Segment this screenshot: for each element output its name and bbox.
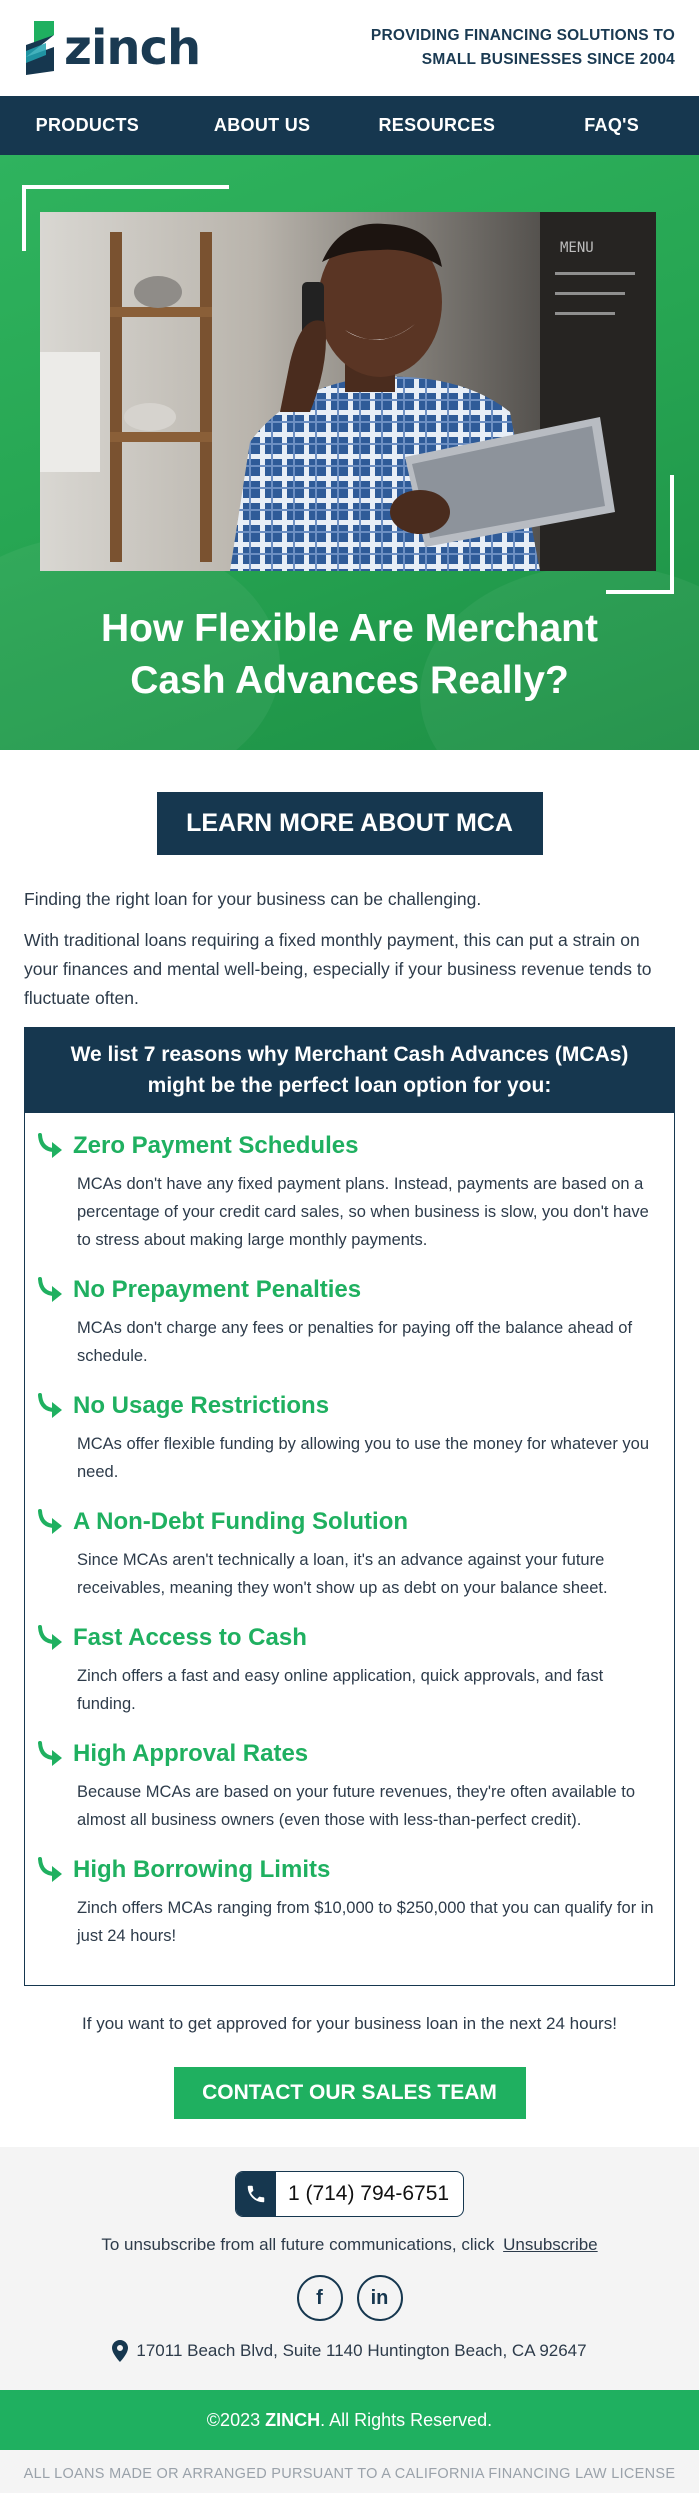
- address-text: 17011 Beach Blvd, Suite 1140 Huntington Beach, CA 92647: [136, 2341, 587, 2360]
- copyright-year: ©2023: [206, 2410, 266, 2430]
- header-tagline: [371, 24, 675, 72]
- zinch-logo[interactable]: [24, 21, 200, 75]
- reason-item: [37, 1855, 656, 1950]
- logo-wordmark: zinch: [64, 20, 201, 76]
- social-links: [0, 2275, 699, 2321]
- curved-arrow-icon: [37, 1625, 65, 1651]
- cta-sales-wrap: [0, 2067, 699, 2119]
- nav-faqs[interactable]: FAQ'S: [584, 115, 640, 135]
- email-header: [0, 0, 699, 96]
- nav-products[interactable]: PRODUCTS: [35, 115, 140, 135]
- curved-arrow-icon: [37, 1741, 65, 1767]
- reasons-heading-line-1: We list 7 reasons why Merchant Cash Advances (MCAs): [70, 1043, 629, 1066]
- unsubscribe-line: [0, 2235, 699, 2255]
- curved-arrow-icon: [37, 1133, 65, 1159]
- hero-frame-corner-left: [22, 185, 26, 251]
- reason-title: A Non-Debt Funding Solution: [73, 1508, 409, 1535]
- curved-arrow-icon: [37, 1509, 65, 1535]
- reason-item: [37, 1507, 656, 1602]
- hero-image: [40, 212, 656, 571]
- intro-paragraph-1: Finding the right loan for your business can be challenging.: [24, 889, 482, 909]
- hero-title-line-2: Cash Advances Really?: [130, 659, 569, 702]
- reason-title: High Approval Rates: [73, 1740, 309, 1767]
- closing-text: If you want to get approved for your business loan in the next 24 hours!: [82, 2014, 617, 2033]
- facebook-icon[interactable]: f: [297, 2275, 343, 2321]
- nav-about-us[interactable]: ABOUT US: [213, 115, 311, 135]
- reason-text: MCAs don't have any fixed payment plans. Instead, payments are based on a percentage of your credit card sales, so when business is slow, you don't have to stress about making large monthly payments.: [77, 1175, 649, 1249]
- reason-item: [37, 1739, 656, 1834]
- reason-text: Zinch offers a fast and easy online application, quick approvals, and fast funding.: [77, 1667, 604, 1713]
- intro-text: [0, 885, 699, 1013]
- phone-number: 1 (714) 794-6751: [287, 2182, 450, 2205]
- contact-sales-button[interactable]: CONTACT OUR SALES TEAM: [174, 2067, 526, 2119]
- unsubscribe-link[interactable]: Unsubscribe: [503, 2235, 598, 2254]
- linkedin-icon[interactable]: in: [357, 2275, 403, 2321]
- reason-title: No Usage Restrictions: [73, 1392, 330, 1419]
- reasons-heading: [25, 1028, 674, 1113]
- copyright-brand: ZINCH: [265, 2410, 321, 2430]
- reason-item: [37, 1131, 656, 1254]
- hero-title-line-1: How Flexible Are Merchant: [100, 607, 598, 650]
- reason-item: [37, 1275, 656, 1370]
- cta-mca-wrap: [0, 792, 699, 855]
- main-nav: [0, 96, 699, 155]
- license-notice: ALL LOANS MADE OR ARRANGED PURSUANT TO A CALIFORNIA FINANCING LAW LICENSE: [0, 2450, 699, 2493]
- phone-icon: [236, 2171, 276, 2217]
- reason-text: MCAs don't charge any fees or penalties for paying off the balance ahead of schedule.: [77, 1319, 633, 1365]
- reason-item: [37, 1391, 656, 1486]
- hero-frame-corner-bottom: [606, 590, 674, 594]
- copyright-suffix: . All Rights Reserved.: [320, 2410, 493, 2430]
- tagline-line-1: PROVIDING FINANCING SOLUTIONS TO: [370, 27, 675, 44]
- reason-text: Since MCAs aren't technically a loan, it's an advance against your future receivables, meaning they won't show up as debt on your balance sheet.: [77, 1551, 608, 1597]
- tagline-line-2: SMALL BUSINESSES SINCE 2004: [421, 51, 675, 68]
- curved-arrow-icon: [37, 1393, 65, 1419]
- footer: [0, 2147, 699, 2390]
- unsubscribe-text: To unsubscribe from all future communications, click: [101, 2235, 495, 2254]
- curved-arrow-icon: [37, 1857, 65, 1883]
- svg-text:MENU: MENU: [560, 240, 594, 256]
- intro-paragraph-2: With traditional loans requiring a fixed monthly payment, this can put a strain on your finances and mental well-being, especially if your business revenue tends to fluctuate often.: [24, 930, 652, 1008]
- phone-wrap: [0, 2171, 699, 2217]
- reason-title: High Borrowing Limits: [73, 1856, 331, 1883]
- reasons-box: [24, 1027, 675, 1986]
- reason-title: Zero Payment Schedules: [73, 1132, 359, 1159]
- reasons-list: [25, 1113, 674, 1985]
- hero-image-illustration: [40, 212, 656, 571]
- reasons-heading-line-2: might be the perfect loan option for you:: [147, 1074, 552, 1097]
- learn-more-mca-button[interactable]: LEARN MORE ABOUT MCA: [157, 792, 543, 855]
- nav-resources[interactable]: RESOURCES: [378, 115, 496, 135]
- reason-title: Fast Access to Cash: [73, 1624, 307, 1651]
- phone-button[interactable]: [235, 2171, 464, 2217]
- reason-text: Because MCAs are based on your future revenues, they're often available to almost all business owners (even those with less-than-perfect credit).: [77, 1783, 636, 1829]
- hero-frame-corner-top: [22, 185, 229, 189]
- hero-title: [0, 603, 699, 707]
- map-pin-icon: [112, 2340, 128, 2362]
- reason-text: MCAs offer flexible funding by allowing you to use the money for whatever you need.: [77, 1435, 650, 1481]
- hero-frame-corner-right: [670, 475, 674, 594]
- reason-title: No Prepayment Penalties: [73, 1276, 362, 1303]
- zinch-logo-icon: [24, 21, 56, 75]
- address-line: [0, 2340, 699, 2362]
- reason-item: [37, 1623, 656, 1718]
- reason-text: Zinch offers MCAs ranging from $10,000 to $250,000 that you can qualify for in just 24 hours!: [77, 1899, 654, 1945]
- curved-arrow-icon: [37, 1277, 65, 1303]
- hero-banner: [0, 155, 699, 750]
- copyright-bar: [0, 2390, 699, 2450]
